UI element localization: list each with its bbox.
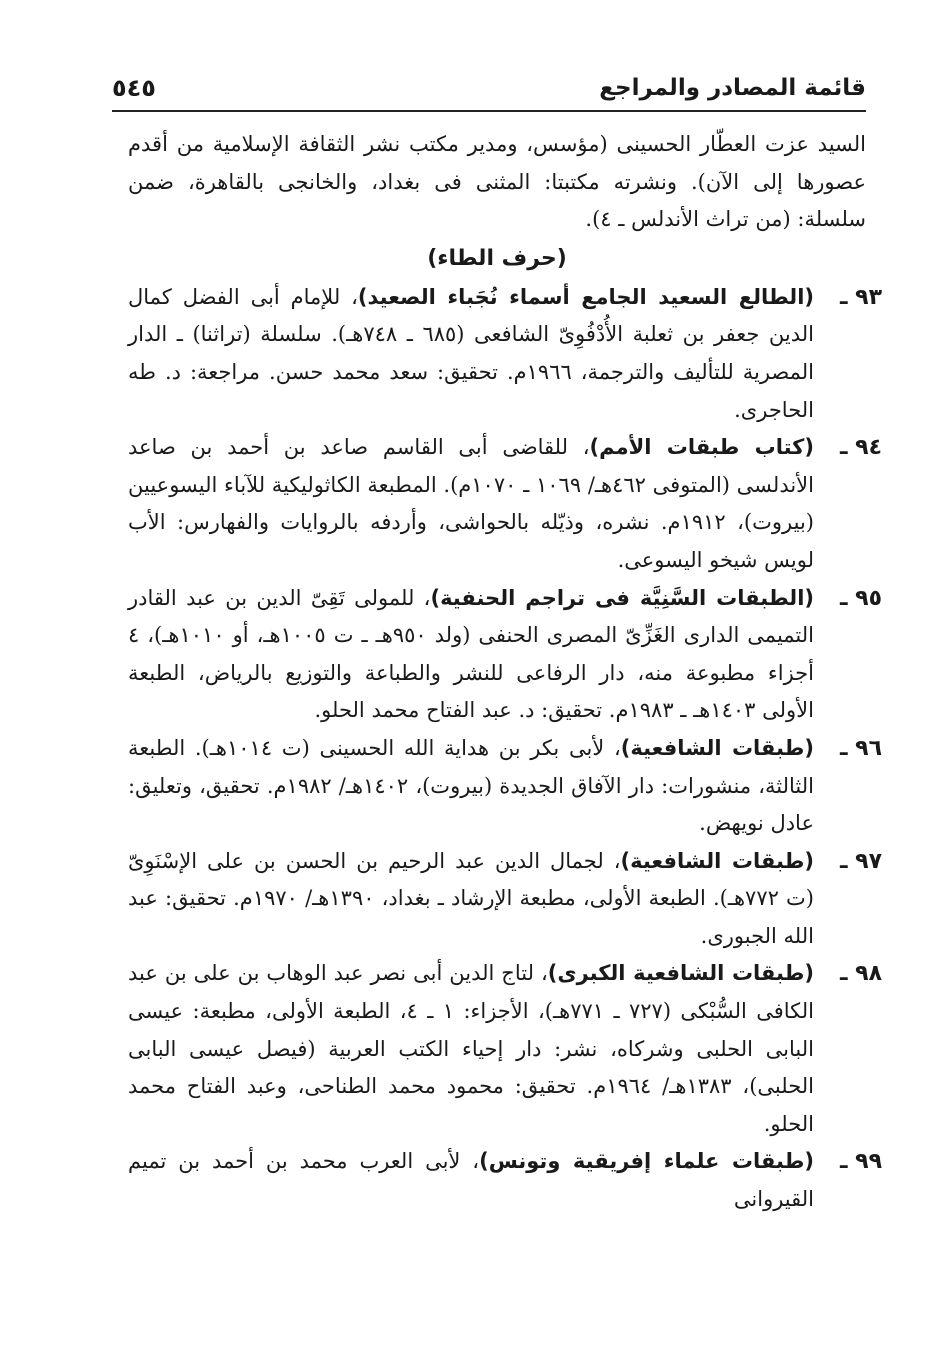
section-heading: (حرف الطاء) bbox=[427, 245, 567, 271]
entry-number: ٩٨ ـ bbox=[839, 961, 882, 987]
bibliography-entry bbox=[128, 843, 882, 956]
entry-title: (الطبقات السَّنِيَّة فى تراجم الحنفية) bbox=[430, 585, 814, 610]
entry-text: ، لأبى العرب محمد بن أحمد بن تميم القيروانى bbox=[128, 1149, 814, 1212]
bibliography-entry bbox=[128, 429, 882, 579]
page-number: ٥٤٥ bbox=[112, 74, 156, 102]
entry-text: ، للمولى تَقِىّ الدين بن عبد القادر التميمى الدارى الغَزِّىّ المصرى الحنفى (ولد ٩٥٠هـ ـ ت ١٠٠٥هـ، أو ١٠١٠هـ)، ٤ أجزاء مطبوعة منه، دار الرفاعى للنشر والطباعة والتوزيع بالرياض، الطبعة الأولى ١٤٠٣هـ ـ ١٩٨٣م. تحقيق: د. عبد الفتاح محمد الحلو. bbox=[128, 585, 814, 723]
entry-title: (كتاب طبقات الأمم) bbox=[589, 435, 814, 460]
entry-title: (طبقات الشافعية) bbox=[620, 848, 814, 873]
page-header bbox=[112, 66, 866, 112]
entry-number: ٩٥ ـ bbox=[839, 585, 882, 611]
entry-number: ٩٧ ـ bbox=[839, 848, 882, 874]
bibliography-entry bbox=[128, 1143, 882, 1218]
entry-title: (طبقات الشافعية الكبرى) bbox=[547, 961, 815, 986]
entry-text: ، لأبى بكر بن هداية الله الحسينى (ت ١٠١٤هـ). الطبعة الثالثة، منشورات: دار الآفاق الجديدة (بيروت)، ١٤٠٢هـ/ ١٩٨٢م. تحقيق، وتعليق: عادل نويهض. bbox=[128, 735, 814, 836]
entry-title: (الطالع السعيد الجامع أسماء نُجَباء الصعيد) bbox=[357, 284, 814, 309]
bibliography-entry bbox=[128, 580, 882, 730]
entry-number: ٩٩ ـ bbox=[839, 1149, 882, 1175]
entry-text: ، للإمام أبى الفضل كمال الدين جعفر بن ثعلبة الأُدْفُوِىّ الشافعى (٦٨٥ ـ ٧٤٨هـ). سلسلة (تراثنا) ـ الدار المصرية للتأليف والترجمة، ١٩٦٦م. تحقيق: سعد محمد حسن. مراجعة: د. طه الحاجرى. bbox=[128, 284, 814, 422]
entry-text: ، للقاضى أبى القاسم صاعد بن أحمد بن صاعد الأندلسى (المتوفى ٤٦٢هـ/ ١٠٦٩ ـ ١٠٧٠م). المطبعة الكاثوليكية للآباء اليسوعيين (بيروت)، ١٩١٢م. نشره، وذيّله بالحواشى، وأردفه بالروايات والفهارس: الأب لويس شيخو اليسوعى. bbox=[128, 435, 814, 572]
intro-paragraph: السيد عزت العطّار الحسينى (مؤسس، ومدير مكتب نشر الثقافة الإسلامية من أقدم عصورها إلى الآن). ونشرته مكتبتا: المثنى فى بغداد، والخانجى بالقاهرة، ضمن سلسلة: (من تراث الأندلس ـ ٤). bbox=[128, 132, 866, 232]
bibliography-entry bbox=[128, 279, 882, 429]
entry-text: ، لتاج الدين أبى نصر عبد الوهاب بن على بن عبد الكافى السُّبْكى (٧٢٧ ـ ٧٧١هـ)، الأجزاء: ١ ـ ٤، الطبعة الأولى، مطبعة: عيسى البابى الحلبى وشركاه، نشر: دار إحياء الكتب العربية (فيصل عيسى البابى الحلبى)، ١٣٨٣هـ/ ١٩٦٤م. تحقيق: محمود محمد الطناحى، وعبد الفتاح محمد الحلو. bbox=[128, 961, 814, 1136]
bibliography-entry bbox=[128, 730, 882, 843]
page-body bbox=[128, 126, 882, 1219]
entry-number: ٩٤ ـ bbox=[839, 435, 882, 461]
entry-text: ، لجمال الدين عبد الرحيم بن الحسن بن على الإسْنَوِىّ (ت ٧٧٢هـ). الطبعة الأولى، مطبعة الإرشاد ـ بغداد، ١٣٩٠هـ/ ١٩٧٠م. تحقيق: عبد الله الجبورى. bbox=[128, 848, 814, 948]
bibliography-entry bbox=[128, 955, 882, 1143]
running-title: قائمة المصادر والمراجع bbox=[599, 75, 866, 101]
entry-title: (طبقات علماء إفريقية وتونس) bbox=[479, 1149, 814, 1174]
entry-number: ٩٣ ـ bbox=[839, 284, 882, 310]
entry-title: (طبقات الشافعية) bbox=[620, 735, 814, 760]
entry-number: ٩٦ ـ bbox=[839, 735, 882, 761]
